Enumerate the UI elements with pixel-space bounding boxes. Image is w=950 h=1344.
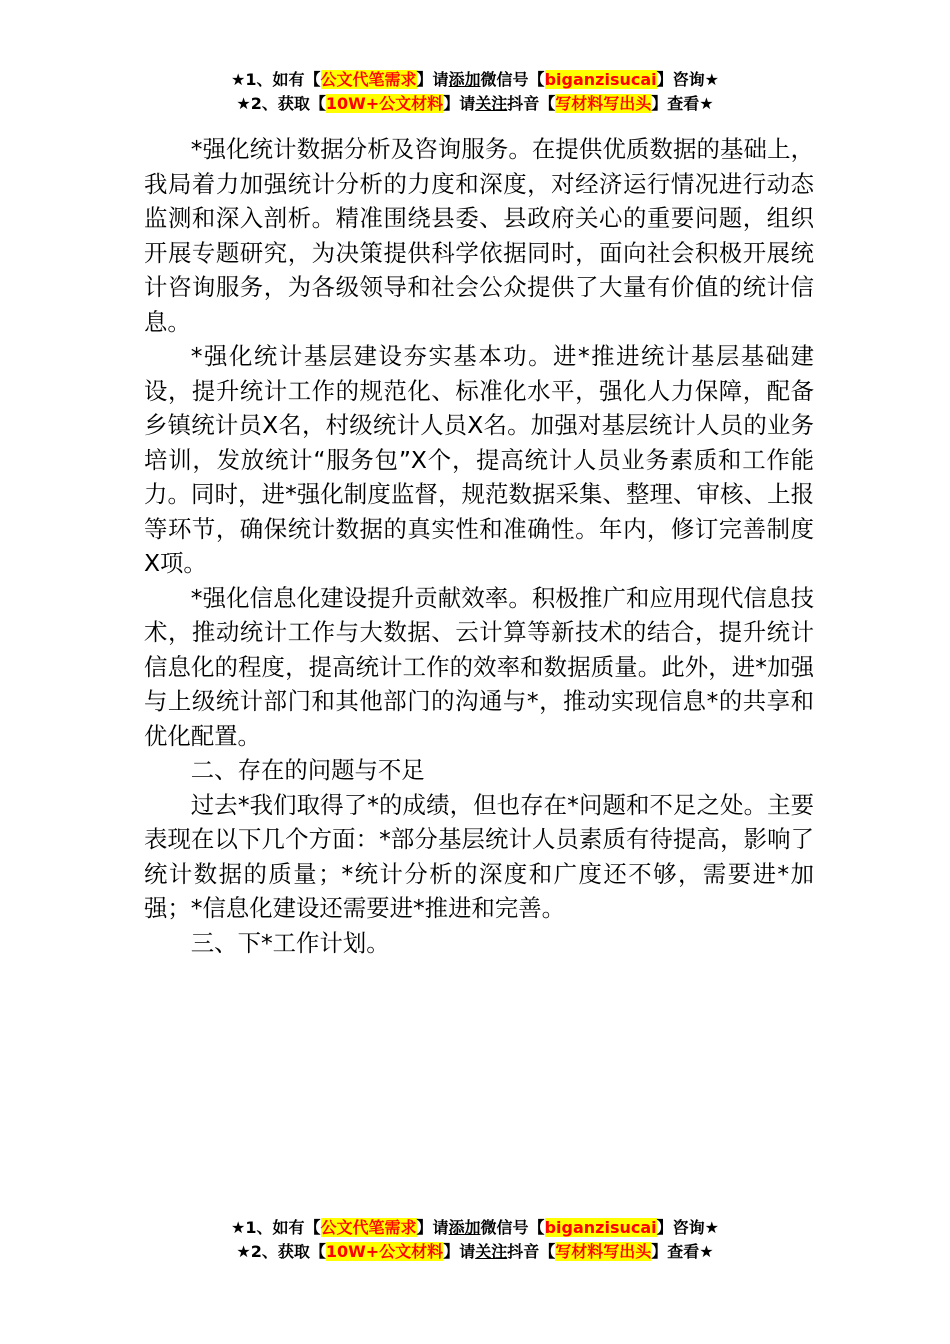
footer-banner [0,1216,950,1264]
paragraph-grassroots-construction: *强化统计基层建设夯实基本功。进*推进统计基层基础建设，提升统计工作的规范化、标准化水平，强化人力保障，配备乡镇统计员X名，村级统计人员X名。加强对基层统计人员的业务培训，发放统计“服务包”X个，提高统计人员业务素质和工作能力。同时，进*强化制度监督，规范数据采集、整理、审核、上报等环节，确保统计数据的真实性和准确性。年内，修订完善制度X项。 [144,342,814,577]
banner-text: 】请 [416,1218,449,1237]
banner-text: 微信号【 [480,1218,545,1237]
banner-underlined-text: 关注 [475,94,508,113]
banner-line-2 [0,1240,950,1264]
paragraph-problems: 过去*我们取得了*的成绩，但也存在*问题和不足之处。主要表现在以下几个方面：*部分基层统计人员素质有待提高，影响了统计数据的质量；*统计分析的深度和广度还不够，需要进*加强；*信息化建设还需要进*推进和完善。 [144,790,814,922]
banner-text: 】咨询★ [656,1218,719,1237]
banner-line-1 [0,1216,950,1240]
banner-highlight: 写材料写出头 [555,1242,652,1261]
banner-underlined-text: 添加 [448,70,481,89]
banner-text: 微信号【 [480,70,545,89]
banner-highlight: 10W+公文材料 [325,1242,444,1261]
banner-text: 】请 [416,70,449,89]
banner-text: ★1、如有【 [231,70,321,89]
banner-highlight: 公文代笔需求 [320,70,417,89]
banner-line-2 [0,92,950,116]
banner-text: ★1、如有【 [231,1218,321,1237]
banner-line-1 [0,68,950,92]
banner-text: 抖音【 [507,1242,556,1261]
banner-text: 】查看★ [651,1242,714,1261]
banner-underlined-text: 关注 [475,1242,508,1261]
banner-highlight: 写材料写出头 [555,94,652,113]
banner-text: 】查看★ [651,94,714,113]
banner-text: 】请 [443,94,476,113]
banner-text: 】咨询★ [656,70,719,89]
document-body [144,132,814,960]
paragraph-data-analysis: *强化统计数据分析及咨询服务。在提供优质数据的基础上，我局着力加强统计分析的力度和深度，对经济运行情况进行动态监测和深入剖析。精准围绕县委、县政府关心的重要问题，组织开展专题研究，为决策提供科学依据同时，面向社会积极开展统计咨询服务，为各级领导和社会公众提供了大量有价值的统计信息。 [144,135,814,336]
header-banner [0,68,950,116]
banner-text: ★2、获取【 [236,1242,326,1261]
banner-highlight: biganzisucai [544,70,657,89]
banner-text: ★2、获取【 [236,94,326,113]
section-heading-work-plan: 三、下*工作计划。 [190,928,390,957]
banner-text: 】请 [443,1242,476,1261]
banner-highlight: 公文代笔需求 [320,1218,417,1237]
banner-text: 抖音【 [507,94,556,113]
banner-highlight: 10W+公文材料 [325,94,444,113]
section-heading-problems: 二、存在的问题与不足 [190,756,425,784]
paragraph-informatization: *强化信息化建设提升贡献效率。积极推广和应用现代信息技术，推动统计工作与大数据、云计算等新技术的结合，提升统计信息化的程度，提高统计工作的效率和数据质量。此外，进*加强与上级统计部门和其他部门的沟通与*，推动实现信息*的共享和优化配置。 [144,583,814,750]
banner-highlight: biganzisucai [544,1218,657,1237]
banner-underlined-text: 添加 [448,1218,481,1237]
